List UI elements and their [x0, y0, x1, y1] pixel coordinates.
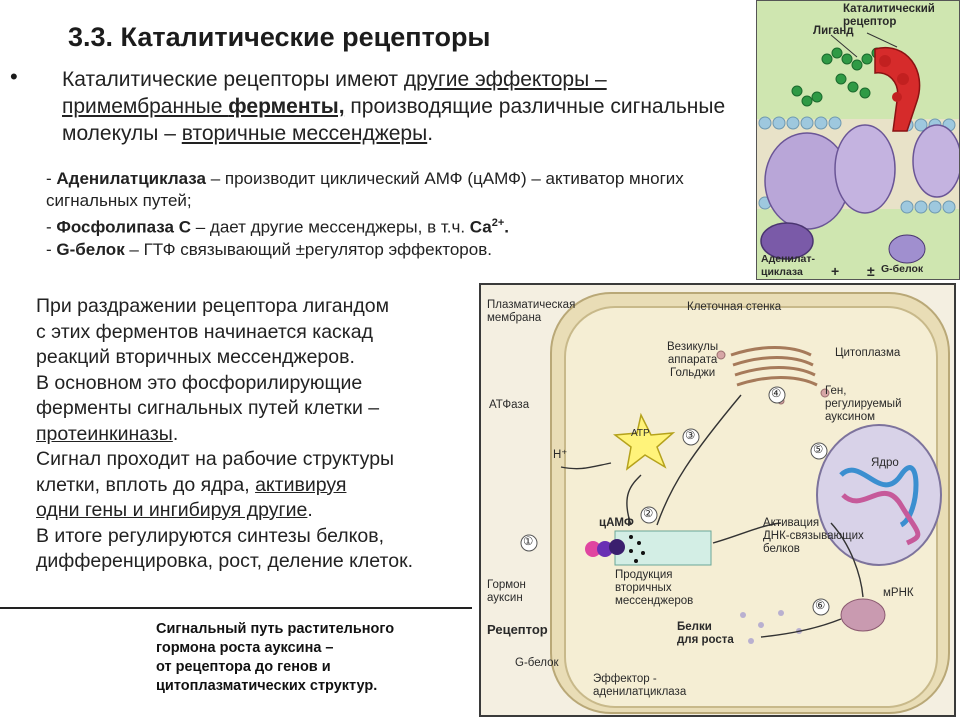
term-adenylate-cyclase: Аденилатциклаза: [56, 169, 206, 188]
label-line: Активация: [763, 517, 820, 529]
camp-label: цАМФ: [599, 517, 634, 529]
para-line: Сигнал проходит на рабочие структуры: [36, 448, 395, 470]
label-line: регулируемый: [825, 398, 902, 410]
link-genes[interactable]: одни гены и ингибируя другие: [36, 499, 308, 521]
plasma-membrane-label: [487, 299, 575, 325]
ligand-label: Лиганд: [813, 25, 854, 37]
effector-label: [593, 673, 686, 699]
list-item: [46, 212, 766, 239]
list-end: .: [504, 217, 509, 237]
step-3-icon: ③: [685, 430, 696, 442]
golgi-label: [667, 341, 718, 380]
label-line: белков: [763, 543, 800, 555]
label-line: аппарата: [667, 354, 718, 366]
caption-line: цитоплазматических структур.: [156, 678, 378, 694]
plus-sign: +: [831, 263, 840, 279]
label-line: для роста: [677, 634, 734, 646]
h-plus-label: H⁺: [553, 449, 568, 461]
calcium-symbol: Са: [469, 217, 492, 237]
adenylate-cyclase-label: [761, 253, 815, 279]
receptor-title-line: рецептор: [843, 16, 897, 28]
para-line: В итоге регулируются синтезы белков,: [36, 524, 385, 547]
atp-label: ATP: [631, 428, 650, 439]
label-line: мембрана: [487, 312, 542, 324]
receptor-title-line: Каталитический: [843, 3, 935, 15]
list-item: [46, 239, 766, 261]
enzyme-list: [46, 168, 766, 261]
term-g-protein: G-белок: [56, 239, 125, 259]
bullet-dot-icon: •: [10, 64, 18, 89]
receptor-title: [843, 3, 935, 29]
step-4-icon: ④: [771, 388, 782, 400]
main-bullet: [62, 66, 752, 147]
step-5-icon: ⑤: [813, 444, 824, 456]
bullet-part1: Каталитические рецепторы имеют: [62, 68, 404, 91]
term-enzymes[interactable]: ферменты,: [228, 95, 345, 118]
g-protein-label: G-белок: [881, 263, 924, 275]
para-line: При раздражении рецептора лигандом: [36, 295, 389, 317]
label-line: ауксином: [825, 411, 876, 423]
cytoplasm-label: Цитоплазма: [835, 347, 901, 359]
label-line: ДНК-связывающих: [763, 530, 864, 542]
receptor-svg: [757, 1, 960, 280]
para-line: [36, 473, 476, 499]
list-dash: -: [46, 169, 57, 188]
link-protein-kinases[interactable]: протеинкиназы: [36, 422, 173, 445]
para-line: В основном это фосфорилирующие: [36, 371, 363, 394]
receptor-illustration: [756, 0, 960, 280]
nucleus-label: Ядро: [871, 457, 899, 469]
adenyl-line: циклаза: [761, 266, 803, 278]
label-line: Гормон: [487, 579, 526, 591]
para-line: реакций вторичных мессенджеров.: [36, 346, 355, 368]
mrna-label: мРНК: [883, 587, 914, 599]
activation-label: [763, 517, 864, 556]
label-line: Везикулы: [667, 341, 719, 353]
para-line: с этих ферментов начинается каскад: [36, 320, 373, 343]
step-2-icon: ②: [643, 508, 654, 520]
term-phospholipase: Фосфолипаза С: [56, 217, 191, 237]
gene-label: [825, 385, 902, 424]
caption-line: гормона роста ауксина –: [156, 640, 334, 656]
slide-title: 3.3. Каталитические рецепторы: [68, 22, 491, 52]
label-line: Эффектор -: [593, 673, 657, 685]
label-line: мессенджеров: [615, 595, 694, 607]
figure-caption: [156, 620, 476, 696]
caption-line: от рецептора до генов и: [156, 659, 331, 675]
link-membrane[interactable]: примембранные: [62, 95, 229, 118]
para-end: .: [172, 422, 179, 445]
atpase-label: АТФаза: [489, 399, 530, 411]
bullet-part2: производящие различные сигнальные молекулы –: [62, 95, 726, 145]
divider-line: [0, 607, 472, 609]
cascade-paragraph: [36, 294, 476, 575]
plus-minus-sign: ±: [867, 263, 875, 279]
label-line: Белки: [677, 621, 712, 633]
para-line: дифференцировка, рост, деление клеток.: [36, 550, 414, 572]
hormone-label: [487, 579, 526, 605]
step-6-icon: ⑥: [815, 600, 826, 612]
para-line: [36, 498, 476, 524]
caption-line: Сигнальный путь растительного: [156, 621, 395, 637]
list-text: – производит циклический АМФ (цАМФ) – активатор многих сигнальных путей;: [46, 169, 684, 210]
label-line: Плазматическая: [487, 299, 576, 311]
products-label: [615, 569, 693, 608]
list-item: [46, 168, 766, 212]
link-second-messengers[interactable]: вторичные мессенджеры: [181, 122, 428, 145]
label-line: ауксин: [487, 592, 523, 604]
list-dash: -: [46, 217, 57, 237]
link-activating[interactable]: активируя: [255, 473, 347, 496]
cell-signaling-diagram: [479, 283, 956, 717]
label-line: вторичных: [615, 582, 672, 594]
cell-wall-label: Клеточная стенка: [687, 301, 782, 313]
step-1-icon: ①: [523, 536, 534, 548]
label-line: Гольджи: [670, 367, 716, 379]
para-line: [36, 422, 476, 448]
growth-proteins-label: [677, 621, 734, 647]
label-line: Продукция: [615, 569, 673, 581]
g-protein-cell-label: G-белок: [515, 657, 559, 669]
receptor-label: Рецептор: [487, 622, 548, 637]
list-dash: -: [46, 239, 57, 259]
list-text: – ГТФ связывающий ±регулятор эффекторов.: [124, 239, 492, 259]
list-text: – дает другие мессенджеры, в т.ч.: [191, 217, 470, 237]
para-end: .: [307, 499, 313, 521]
para-line: ферменты сигнальных путей клетки –: [36, 397, 380, 419]
label-line: Ген,: [825, 385, 847, 397]
para-text: клетки, вплоть до ядра,: [36, 473, 256, 496]
link-other-effectors[interactable]: другие эффекторы –: [403, 68, 607, 91]
calcium-charge: 2+: [491, 217, 505, 229]
bullet-end: .: [427, 122, 434, 145]
label-line: аденилатциклаза: [593, 686, 687, 698]
adenyl-line: Аденилат-: [761, 253, 816, 265]
